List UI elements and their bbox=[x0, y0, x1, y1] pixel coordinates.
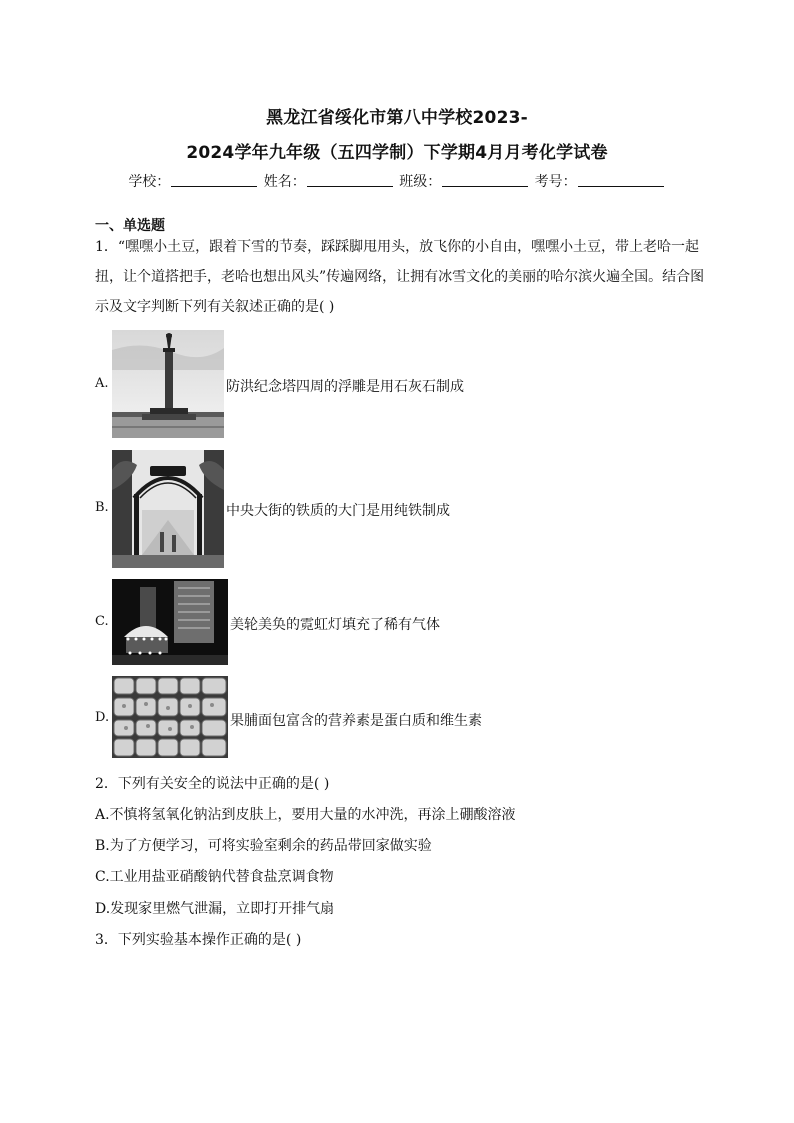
neon-carousel-photo bbox=[112, 579, 228, 665]
q2-option-a: A.不慎将氢氧化钠沾到皮肤上，要用大量的水冲洗，再涂上硼酸溶液 bbox=[95, 807, 516, 823]
central-street-gate-photo bbox=[112, 450, 224, 568]
exam-title-line1: 黑龙江省绥化市第八中学校2023- bbox=[266, 108, 528, 128]
school-label: 学校： bbox=[128, 174, 171, 190]
name-label: 姓名： bbox=[263, 174, 306, 190]
student-info-row bbox=[0, 171, 794, 191]
q1-option-c-label: C. bbox=[95, 614, 109, 629]
q1-option-b-text: 中央大街的铁质的大门是用纯铁制成 bbox=[226, 503, 450, 519]
q2-option-d: D.发现家里燃气泄漏，立即打开排气扇 bbox=[95, 901, 335, 917]
name-blank[interactable] bbox=[307, 174, 393, 187]
q2-option-b: B.为了方便学习，可将实验室剩余的药品带回家做实验 bbox=[95, 838, 432, 854]
q1-option-a-label: A. bbox=[95, 376, 109, 391]
q1-option-b-label: B. bbox=[95, 500, 109, 515]
exam-title-line2: 2024学年九年级（五四学制）下学期4月月考化学试卷 bbox=[186, 143, 608, 163]
exam-number-label: 考号： bbox=[534, 174, 577, 190]
flood-memorial-tower-photo bbox=[112, 330, 224, 438]
exam-number-blank[interactable] bbox=[578, 174, 664, 187]
q2-option-c: C.工业用盐亚硝酸钠代替食盐烹调食物 bbox=[95, 869, 334, 885]
fruit-bread-photo bbox=[112, 676, 228, 758]
class-blank[interactable] bbox=[442, 174, 528, 187]
q1-option-d-text: 果脯面包富含的营养素是蛋白质和维生素 bbox=[230, 713, 482, 729]
question-1-stem: 1．“嘿嘿小土豆，跟着下雪的节奏，踩踩脚甩用头，放飞你的小自由，嘿嘿小土豆，带上老哈一起扭，让个道搭把手，老哈也想出风头”传遍网络，让拥有冰雪文化的美丽的哈尔滨火遍全国。结合图示及文字判断下列有关叙述正确的是( ) bbox=[95, 239, 705, 315]
section-heading: 一、单选题 bbox=[95, 218, 165, 234]
q1-option-c-text: 美轮美奂的霓虹灯填充了稀有气体 bbox=[230, 617, 440, 633]
school-blank[interactable] bbox=[171, 174, 257, 187]
question-3-stem: 3．下列实验基本操作正确的是( ) bbox=[95, 932, 302, 948]
q1-option-a-text: 防洪纪念塔四周的浮雕是用石灰石制成 bbox=[226, 379, 464, 395]
question-2-stem: 2．下列有关安全的说法中正确的是( ) bbox=[95, 776, 330, 792]
class-label: 班级： bbox=[399, 174, 442, 190]
q1-option-d-label: D. bbox=[95, 710, 110, 725]
